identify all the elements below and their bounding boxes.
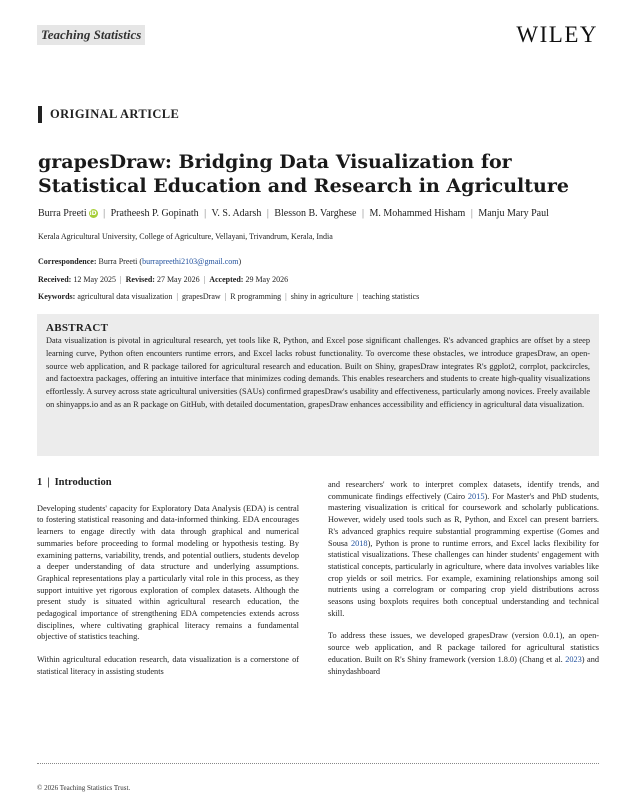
author-name[interactable]: Burra Preeti: [38, 208, 87, 219]
author-name[interactable]: M. Mohammed Hisham: [369, 208, 466, 219]
revised-date: 27 May 2026: [156, 275, 200, 284]
text-run: and researchers' work to interpret complex datasets, identify trends, and communicate findings effectively (Cairo: [328, 480, 599, 501]
keyword-separator: |: [224, 292, 227, 301]
author-separator: |: [361, 208, 364, 219]
abstract-box: [37, 314, 599, 456]
correspondence-name: Burra Preeti: [98, 257, 138, 266]
text-run: To address these issues, we developed grapesDraw (version 0.0.1), an open-source web application, and R package tailored for agricultural statistics education. Built on R's Shiny framework (version 1.8.0) (Chang et al.: [328, 631, 599, 664]
author-name[interactable]: V. S. Adarsh: [211, 208, 262, 219]
paragraph: Within agricultural education research, data visualization is a cornerstone of statistical literacy in assisting students: [37, 655, 299, 676]
author-separator: |: [470, 208, 473, 219]
affiliation: Kerala Agricultural University, College of Agriculture, Vellayani, Trivandrum, Kerala, India: [38, 232, 333, 241]
paragraph: [328, 630, 599, 677]
orcid-icon[interactable]: iD: [89, 210, 97, 217]
abstract-text: Data visualization is pivotal in agricultural research, yet tools like R, Python, and Excel pose significant challenges. R's advanced graphics are offset by a steep learning curve, Python often encounters runtime errors, and Excel lacks robust functionality. To overcome these obstacles, we introduce grapesDraw, an open-source web application, and R package tailored for agricultural research and education. Built on Shiny, grapesDraw integrates R's ggplot2, corrplot, packcircles, and factoextra packages, offering an intuitive interface that minimizes coding demands. This enables researchers and students to create high-quality visualizations effortlessly. A survey across state agricultural universities (SAUs) confirmed grapesDraw's usability and effectiveness, particularly among novices. Freely available on shinyapps.io and as an R package on GitHub, with detailed documentation, grapesDraw enhances accessibility and efficiency in agricultural data visualization.: [46, 336, 590, 409]
keyword: R programming: [230, 292, 282, 301]
correspondence-label: Correspondence:: [38, 257, 97, 266]
abstract-heading: ABSTRACT: [46, 322, 109, 334]
text-run: ) and shinydashboard: [328, 654, 599, 676]
received-date: 12 May 2025: [73, 275, 116, 284]
author-separator: |: [103, 208, 106, 219]
copyright-notice: © 2026 Teaching Statistics Trust.: [37, 784, 131, 792]
section-number: 1: [37, 477, 43, 488]
author-separator: |: [204, 208, 207, 219]
keyword-separator: |: [176, 292, 179, 301]
author-name[interactable]: Blesson B. Varghese: [274, 208, 357, 219]
keyword: teaching statistics: [362, 292, 420, 301]
author-separator: |: [266, 208, 269, 219]
date-separator: |: [120, 275, 122, 284]
citation-link[interactable]: 2023: [565, 654, 582, 664]
publisher-logo: WILEY: [516, 22, 598, 47]
article-title: grapesDraw: Bridging Data Visualization for Statistical Education and Research in Agriculture: [38, 151, 569, 197]
author-name[interactable]: Manju Mary Paul: [478, 208, 549, 219]
column-left: [37, 477, 299, 689]
section-separator: |: [47, 477, 50, 488]
received-label: Received:: [38, 275, 72, 284]
correspondence-line: Correspondence: Burra Preeti (burrapreethi2103@gmail.com): [38, 257, 242, 266]
paragraph: [328, 479, 599, 619]
author-list: [38, 207, 608, 220]
paragraph: Developing students' capacity for Exploratory Data Analysis (EDA) is central to fostering statistical reasoning and data-informed thinking. EDA encourages learners to engage directly with data through graphical and numerical summaries before proceeding to formal modeling or hypothesis testing. By examining patterns, variability, trends, and potential outliers, students develop a deeper understanding of data structure and underlying assumptions. Graphical representations play a particularly vital role in this process, as they support intuitive yet rigorous exploration of complex datasets. Although the present study is situated within agricultural research education, the pedagogical importance of strengthening EDA competencies extends across disciplines, where cultivating graphical literacy remains a fundamental objective of statistics teaching.: [37, 503, 299, 642]
keywords-line: [38, 291, 419, 302]
keyword: agricultural data visualization: [77, 292, 173, 301]
column-right: [328, 479, 599, 688]
journal-name: Teaching Statistics: [37, 25, 145, 45]
citation-link[interactable]: 2015: [467, 491, 485, 501]
dates-line: [38, 274, 288, 285]
correspondence-email-link[interactable]: burrapreethi2103@gmail.com: [142, 257, 239, 266]
keyword: shiny in agriculture: [290, 292, 353, 301]
date-separator: |: [203, 275, 206, 284]
keyword-separator: |: [357, 292, 359, 301]
section-heading: [37, 477, 299, 489]
revised-label: Revised:: [125, 275, 155, 284]
author-name[interactable]: Pratheesh P. Gopinath: [110, 208, 199, 219]
keywords-label: Keywords:: [38, 292, 76, 301]
footer-divider: [37, 763, 599, 764]
keyword: grapesDraw: [182, 292, 221, 301]
text-run: ), Python is prone to runtime errors, and Excel lacks flexibility for statistical visualizations. These challenges can hinder students' engagement with statistical concepts, particularly in agriculture, where data involves variables like crop yields or soil metrics. For example, examining relationships among soil nutrients using a correlogram or comparing crop yield distributions across seasons using boxplots requires both conceptual understanding and technical skill.: [328, 538, 599, 618]
section-title: Introduction: [54, 477, 112, 488]
text-run: ). For Master's and PhD students, mastering visualization is critical for coursework and scholarly publications. However, widely used tools such as R, Python, and Excel can present barriers. R's advanced graphics require substantial programming expertise (Gomes and Sousa: [328, 491, 599, 548]
keyword-separator: |: [285, 292, 287, 301]
citation-link[interactable]: 2018: [350, 538, 368, 548]
accepted-label: Accepted:: [209, 275, 244, 284]
article-type-label: ORIGINAL ARTICLE: [38, 106, 179, 123]
accepted-date: 29 May 2026: [245, 275, 289, 284]
